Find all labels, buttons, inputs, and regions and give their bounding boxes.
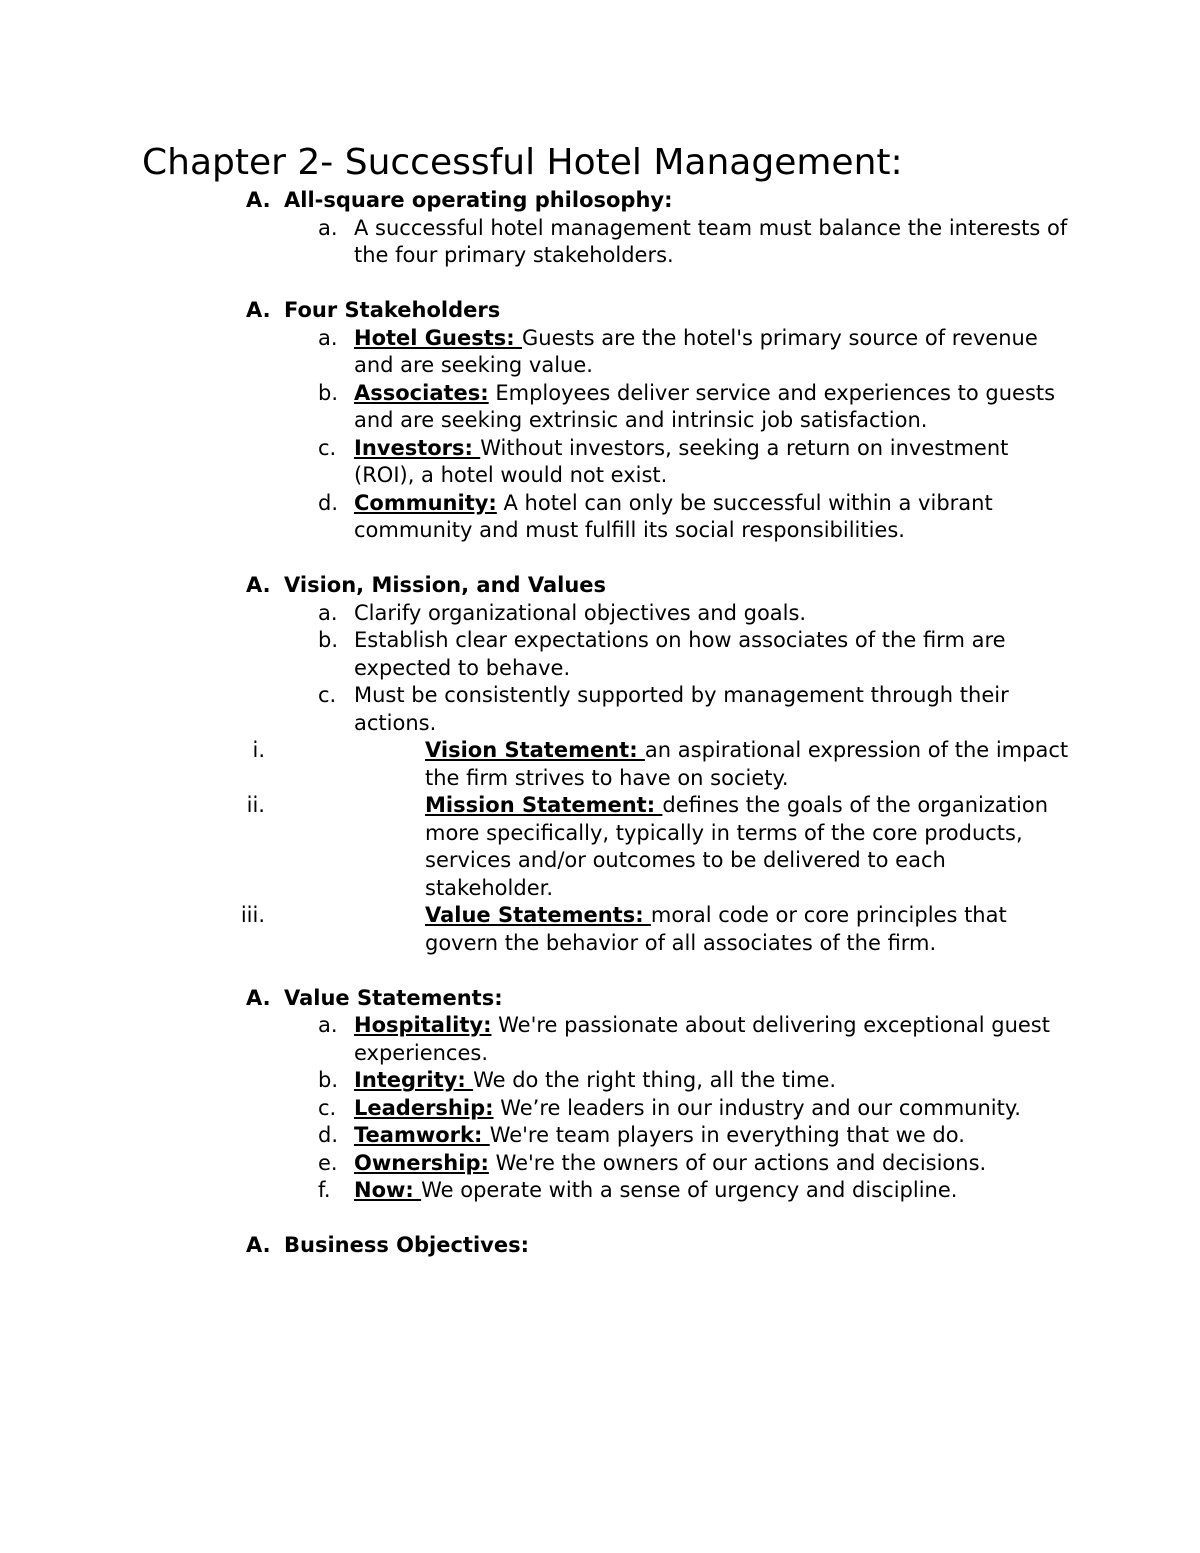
list-item <box>0 1177 1074 1205</box>
list-item <box>0 380 1074 435</box>
item-term: Teamwork: <box>354 1123 490 1147</box>
heading-text: Business Objectives: <box>284 1233 529 1257</box>
list-marker: ii. <box>246 793 265 817</box>
section-vision-mission-values <box>0 572 1200 957</box>
item-text: Employees deliver service and experiences to guests and are seeking extrinsic and intrinsic job satisfaction. <box>354 380 1056 432</box>
list-item <box>0 682 1074 737</box>
list-marker: A. <box>246 985 271 1010</box>
document-body <box>0 187 1200 1287</box>
item-term: Vision Statement: <box>425 738 645 762</box>
item-text: Guests are the hotel's primary source of revenue and are seeking value. <box>354 325 1038 377</box>
list-item <box>0 1122 1074 1150</box>
item-term: Leadership: <box>354 1095 494 1120</box>
item-term: Hospitality: <box>354 1013 492 1037</box>
item-term: Ownership: <box>354 1150 489 1175</box>
item-text: defines the goals of the organization more specifically, typically in terms of the core products, services and/or outcomes to be delivered to each stakeholder. <box>425 793 1049 900</box>
section-heading <box>0 572 1200 600</box>
list-marker: a. <box>318 325 338 350</box>
list-marker: A. <box>246 188 271 212</box>
list-marker: a. <box>318 1013 338 1037</box>
list-marker: d. <box>318 1123 339 1147</box>
item-text: We’re leaders in our industry and our community. <box>493 1095 1021 1120</box>
list-item <box>0 490 1074 545</box>
list-marker: A. <box>246 298 271 322</box>
item-text: We operate with a sense of urgency and discipline. <box>421 1178 958 1202</box>
list-item <box>0 1095 1074 1123</box>
list-marker: A. <box>246 1233 271 1257</box>
item-text: We're passionate about delivering exceptional guest experiences. <box>354 1013 1050 1065</box>
list-item <box>0 627 1074 682</box>
sub-list-item <box>0 792 1075 902</box>
list-item <box>0 1150 1074 1178</box>
item-text: moral code or core principles that govern the behavior of all associates of the firm. <box>425 903 1007 955</box>
section-value-statements <box>0 985 1200 1205</box>
list-marker: b. <box>318 380 339 405</box>
item-text: Without investors, seeking a return on investment (ROI), a hotel would not exist. <box>354 435 1009 487</box>
heading-text: All-square operating philosophy: <box>284 188 673 212</box>
section-heading <box>0 985 1200 1013</box>
item-term: Value Statements: <box>425 903 651 927</box>
item-term: Community: <box>354 490 497 515</box>
heading-text: Vision, Mission, and Values <box>284 573 607 597</box>
item-term: Investors: <box>354 435 481 460</box>
list-marker: c. <box>318 683 337 707</box>
item-text: We're the owners of our actions and decisions. <box>488 1150 987 1175</box>
item-text: Establish clear expectations on how associates of the firm are expected to behave. <box>354 628 1006 680</box>
section-heading <box>0 187 1200 215</box>
item-text: an aspirational expression of the impact the firm strives to have on society. <box>425 738 1069 790</box>
list-item <box>0 1012 1074 1067</box>
item-term: Associates: <box>354 380 489 405</box>
item-text: Must be consistently supported by management through their actions. <box>354 683 1009 735</box>
page-title: Chapter 2- Successful Hotel Management: <box>142 142 903 183</box>
section-four-stakeholders <box>0 297 1200 545</box>
item-term: Integrity: <box>354 1068 474 1092</box>
section-heading <box>0 1232 1200 1260</box>
item-text: A successful hotel management team must balance the interests of the four primary stakeholders. <box>354 215 1068 267</box>
list-marker: c. <box>318 435 337 460</box>
list-marker: i. <box>252 738 265 762</box>
section-operating-philosophy <box>0 187 1200 270</box>
list-marker: d. <box>318 490 339 515</box>
item-text: Clarify organizational objectives and goals. <box>354 600 807 625</box>
list-marker: b. <box>318 1068 339 1092</box>
list-marker: c. <box>318 1095 337 1120</box>
sub-list-item <box>0 902 1075 957</box>
list-item <box>0 600 1074 628</box>
item-term: Now: <box>354 1178 422 1202</box>
item-text: We do the right thing, all the time. <box>473 1068 837 1092</box>
item-text: A hotel can only be successful within a vibrant community and must fulfill its social responsibilities. <box>354 490 993 542</box>
list-marker: a. <box>318 215 338 240</box>
sub-list-item <box>0 737 1075 792</box>
section-heading <box>0 297 1200 325</box>
item-term: Mission Statement: <box>425 793 663 817</box>
list-marker: b. <box>318 628 339 652</box>
heading-text: Value Statements: <box>284 985 503 1010</box>
list-marker: a. <box>318 600 338 625</box>
list-item <box>0 435 1074 490</box>
section-business-objectives <box>0 1232 1200 1260</box>
list-item <box>0 325 1074 380</box>
list-marker: f. <box>318 1178 331 1202</box>
heading-text: Four Stakeholders <box>284 298 501 322</box>
list-item <box>0 1067 1074 1095</box>
list-marker: e. <box>318 1150 338 1175</box>
list-item <box>0 215 1074 270</box>
list-marker: iii. <box>240 903 265 927</box>
item-term: Hotel Guests: <box>354 325 522 350</box>
list-marker: A. <box>246 573 271 597</box>
item-text: We're team players in everything that we do. <box>489 1123 965 1147</box>
